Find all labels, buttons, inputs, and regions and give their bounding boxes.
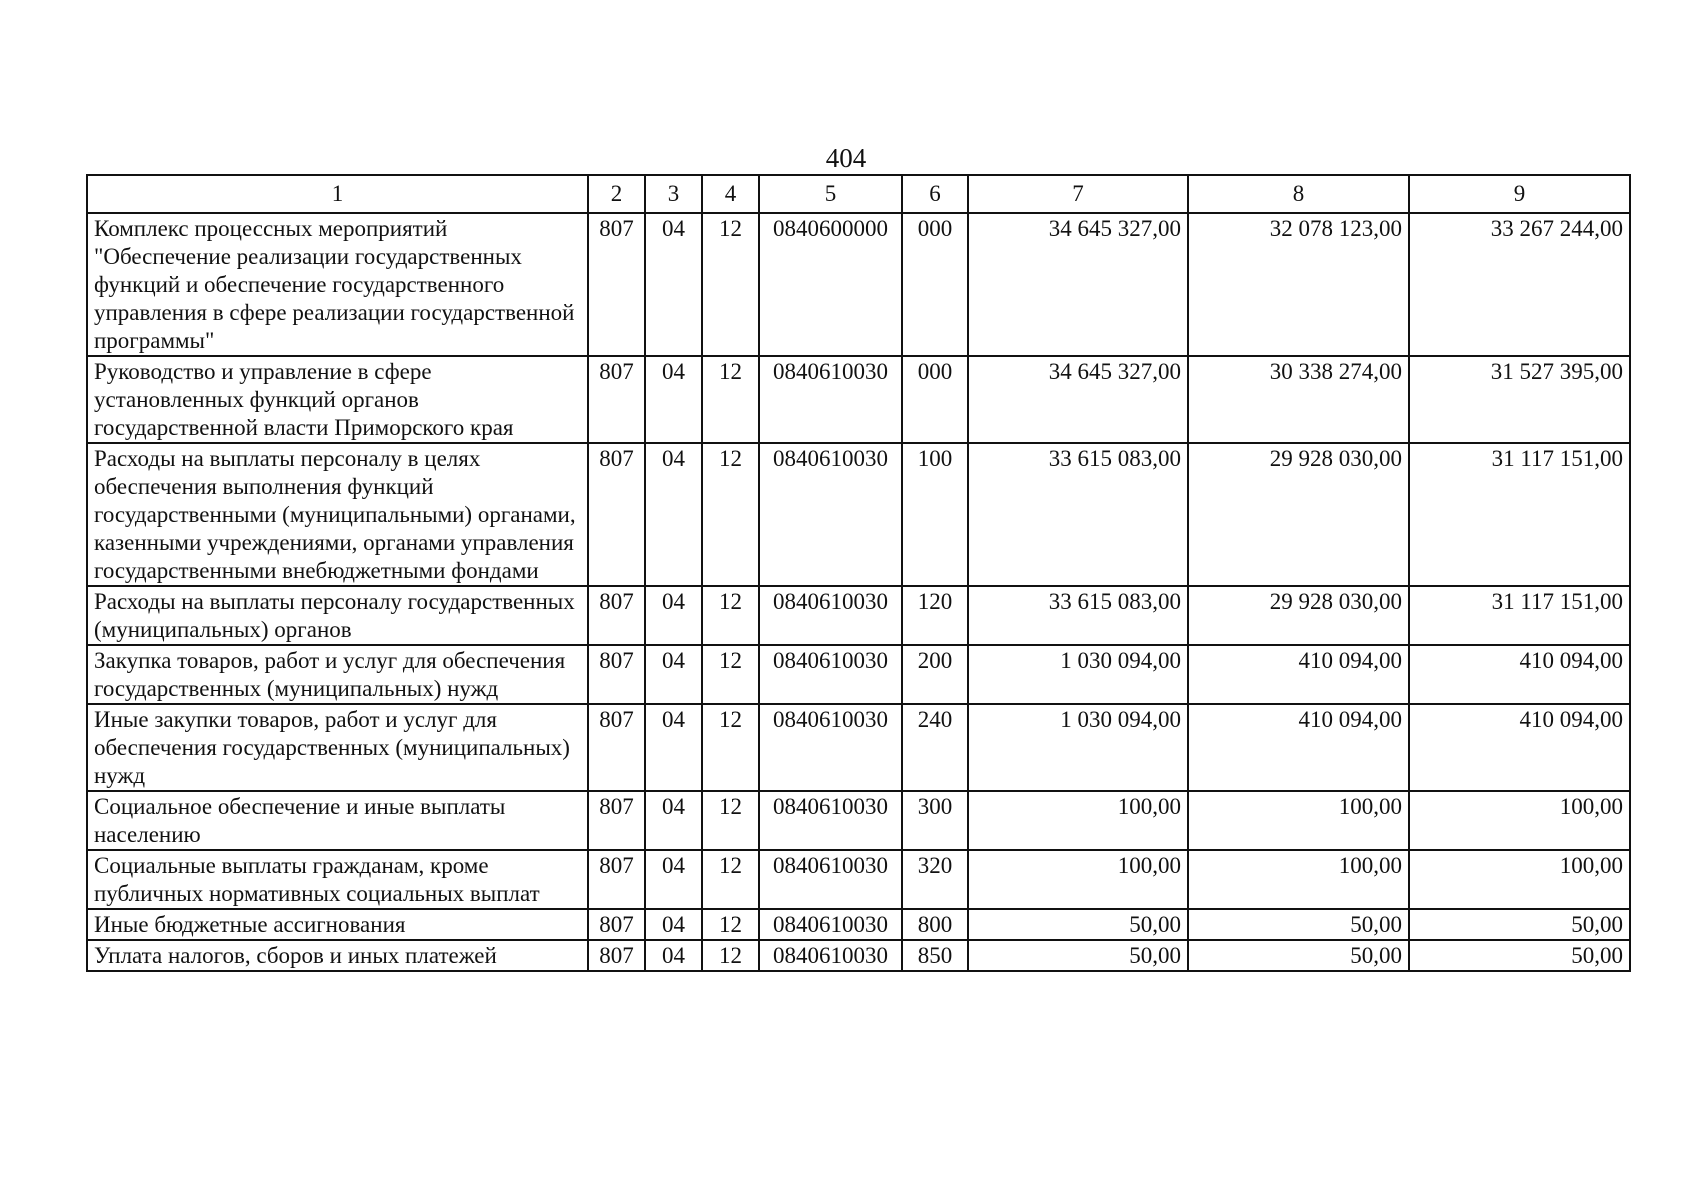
row-code-3: 04 [645, 356, 702, 443]
table-row [87, 791, 1630, 850]
row-code-5: 0840610030 [759, 940, 902, 971]
row-code-2: 807 [588, 586, 645, 645]
column-header: 3 [645, 175, 702, 213]
row-amount-7: 33 615 083,00 [968, 586, 1188, 645]
row-code-6: 120 [902, 586, 968, 645]
row-code-5: 0840610030 [759, 704, 902, 791]
column-header: 6 [902, 175, 968, 213]
table-row [87, 704, 1630, 791]
row-code-3: 04 [645, 645, 702, 704]
row-amount-7: 100,00 [968, 791, 1188, 850]
row-code-4: 12 [702, 704, 759, 791]
row-amount-8: 410 094,00 [1188, 645, 1409, 704]
row-code-5: 0840610030 [759, 791, 902, 850]
row-amount-9: 50,00 [1409, 909, 1630, 940]
row-code-3: 04 [645, 791, 702, 850]
row-amount-9: 31 117 151,00 [1409, 586, 1630, 645]
row-name: Закупка товаров, работ и услуг для обеспечения государственных (муниципальных) нужд [87, 645, 588, 704]
row-code-6: 850 [902, 940, 968, 971]
row-name: Иные закупки товаров, работ и услуг для обеспечения государственных (муниципальных) нужд [87, 704, 588, 791]
table-row [87, 356, 1630, 443]
row-code-2: 807 [588, 443, 645, 586]
row-code-6: 800 [902, 909, 968, 940]
row-amount-9: 31 527 395,00 [1409, 356, 1630, 443]
header-row [87, 175, 1630, 213]
row-amount-8: 50,00 [1188, 940, 1409, 971]
row-amount-8: 29 928 030,00 [1188, 586, 1409, 645]
row-code-3: 04 [645, 909, 702, 940]
table-row [87, 909, 1630, 940]
row-code-6: 240 [902, 704, 968, 791]
row-code-2: 807 [588, 213, 645, 356]
row-name: Уплата налогов, сборов и иных платежей [87, 940, 588, 971]
row-code-4: 12 [702, 443, 759, 586]
row-amount-8: 30 338 274,00 [1188, 356, 1409, 443]
row-amount-7: 34 645 327,00 [968, 356, 1188, 443]
row-code-2: 807 [588, 704, 645, 791]
table-row [87, 443, 1630, 586]
row-code-4: 12 [702, 586, 759, 645]
row-code-5: 0840610030 [759, 909, 902, 940]
column-header: 8 [1188, 175, 1409, 213]
column-header: 4 [702, 175, 759, 213]
row-amount-7: 33 615 083,00 [968, 443, 1188, 586]
row-name: Социальное обеспечение и иные выплаты населению [87, 791, 588, 850]
row-code-6: 300 [902, 791, 968, 850]
table-row [87, 940, 1630, 971]
row-code-4: 12 [702, 791, 759, 850]
row-amount-9: 33 267 244,00 [1409, 213, 1630, 356]
row-amount-7: 50,00 [968, 909, 1188, 940]
row-amount-9: 31 117 151,00 [1409, 443, 1630, 586]
column-header: 9 [1409, 175, 1630, 213]
row-name: Расходы на выплаты персоналу государственных (муниципальных) органов [87, 586, 588, 645]
row-code-3: 04 [645, 443, 702, 586]
table-row [87, 586, 1630, 645]
column-header: 2 [588, 175, 645, 213]
row-amount-9: 100,00 [1409, 850, 1630, 909]
table-row [87, 213, 1630, 356]
row-code-4: 12 [702, 645, 759, 704]
column-header: 7 [968, 175, 1188, 213]
row-code-5: 0840610030 [759, 586, 902, 645]
row-code-5: 0840610030 [759, 443, 902, 586]
row-code-5: 0840600000 [759, 213, 902, 356]
row-code-6: 320 [902, 850, 968, 909]
row-name: Иные бюджетные ассигнования [87, 909, 588, 940]
row-amount-7: 1 030 094,00 [968, 645, 1188, 704]
row-amount-7: 100,00 [968, 850, 1188, 909]
budget-table [86, 174, 1631, 972]
row-code-2: 807 [588, 909, 645, 940]
row-code-2: 807 [588, 850, 645, 909]
row-code-3: 04 [645, 850, 702, 909]
row-name: Расходы на выплаты персоналу в целях обеспечения выполнения функций государственными (муниципальными) органами, казенными учреждениями, органами управления государственными внебюджетными фондами [87, 443, 588, 586]
row-amount-7: 1 030 094,00 [968, 704, 1188, 791]
row-amount-8: 100,00 [1188, 850, 1409, 909]
row-code-4: 12 [702, 850, 759, 909]
row-amount-8: 29 928 030,00 [1188, 443, 1409, 586]
row-code-2: 807 [588, 356, 645, 443]
column-header: 1 [87, 175, 588, 213]
row-amount-9: 50,00 [1409, 940, 1630, 971]
row-code-5: 0840610030 [759, 850, 902, 909]
row-code-6: 200 [902, 645, 968, 704]
row-code-2: 807 [588, 791, 645, 850]
row-code-6: 000 [902, 356, 968, 443]
row-amount-8: 32 078 123,00 [1188, 213, 1409, 356]
row-code-4: 12 [702, 356, 759, 443]
row-code-3: 04 [645, 704, 702, 791]
row-code-4: 12 [702, 909, 759, 940]
row-name: Комплекс процессных мероприятий "Обеспечение реализации государственных функций и обеспечение государственного управления в сфере реализации государственной программы" [87, 213, 588, 356]
row-code-5: 0840610030 [759, 645, 902, 704]
page-number: 404 [825, 143, 867, 173]
table-row [87, 645, 1630, 704]
table-row [87, 850, 1630, 909]
row-code-3: 04 [645, 213, 702, 356]
row-amount-8: 410 094,00 [1188, 704, 1409, 791]
row-code-5: 0840610030 [759, 356, 902, 443]
row-code-3: 04 [645, 586, 702, 645]
column-header: 5 [759, 175, 902, 213]
row-code-4: 12 [702, 213, 759, 356]
row-amount-9: 100,00 [1409, 791, 1630, 850]
row-code-3: 04 [645, 940, 702, 971]
row-name: Руководство и управление в сфере установленных функций органов государственной власти Приморского края [87, 356, 588, 443]
row-amount-9: 410 094,00 [1409, 704, 1630, 791]
row-code-4: 12 [702, 940, 759, 971]
row-name: Социальные выплаты гражданам, кроме публичных нормативных социальных выплат [87, 850, 588, 909]
row-amount-8: 100,00 [1188, 791, 1409, 850]
row-amount-9: 410 094,00 [1409, 645, 1630, 704]
row-amount-7: 34 645 327,00 [968, 213, 1188, 356]
row-code-6: 100 [902, 443, 968, 586]
row-amount-7: 50,00 [968, 940, 1188, 971]
row-code-6: 000 [902, 213, 968, 356]
row-code-2: 807 [588, 645, 645, 704]
row-code-2: 807 [588, 940, 645, 971]
row-amount-8: 50,00 [1188, 909, 1409, 940]
